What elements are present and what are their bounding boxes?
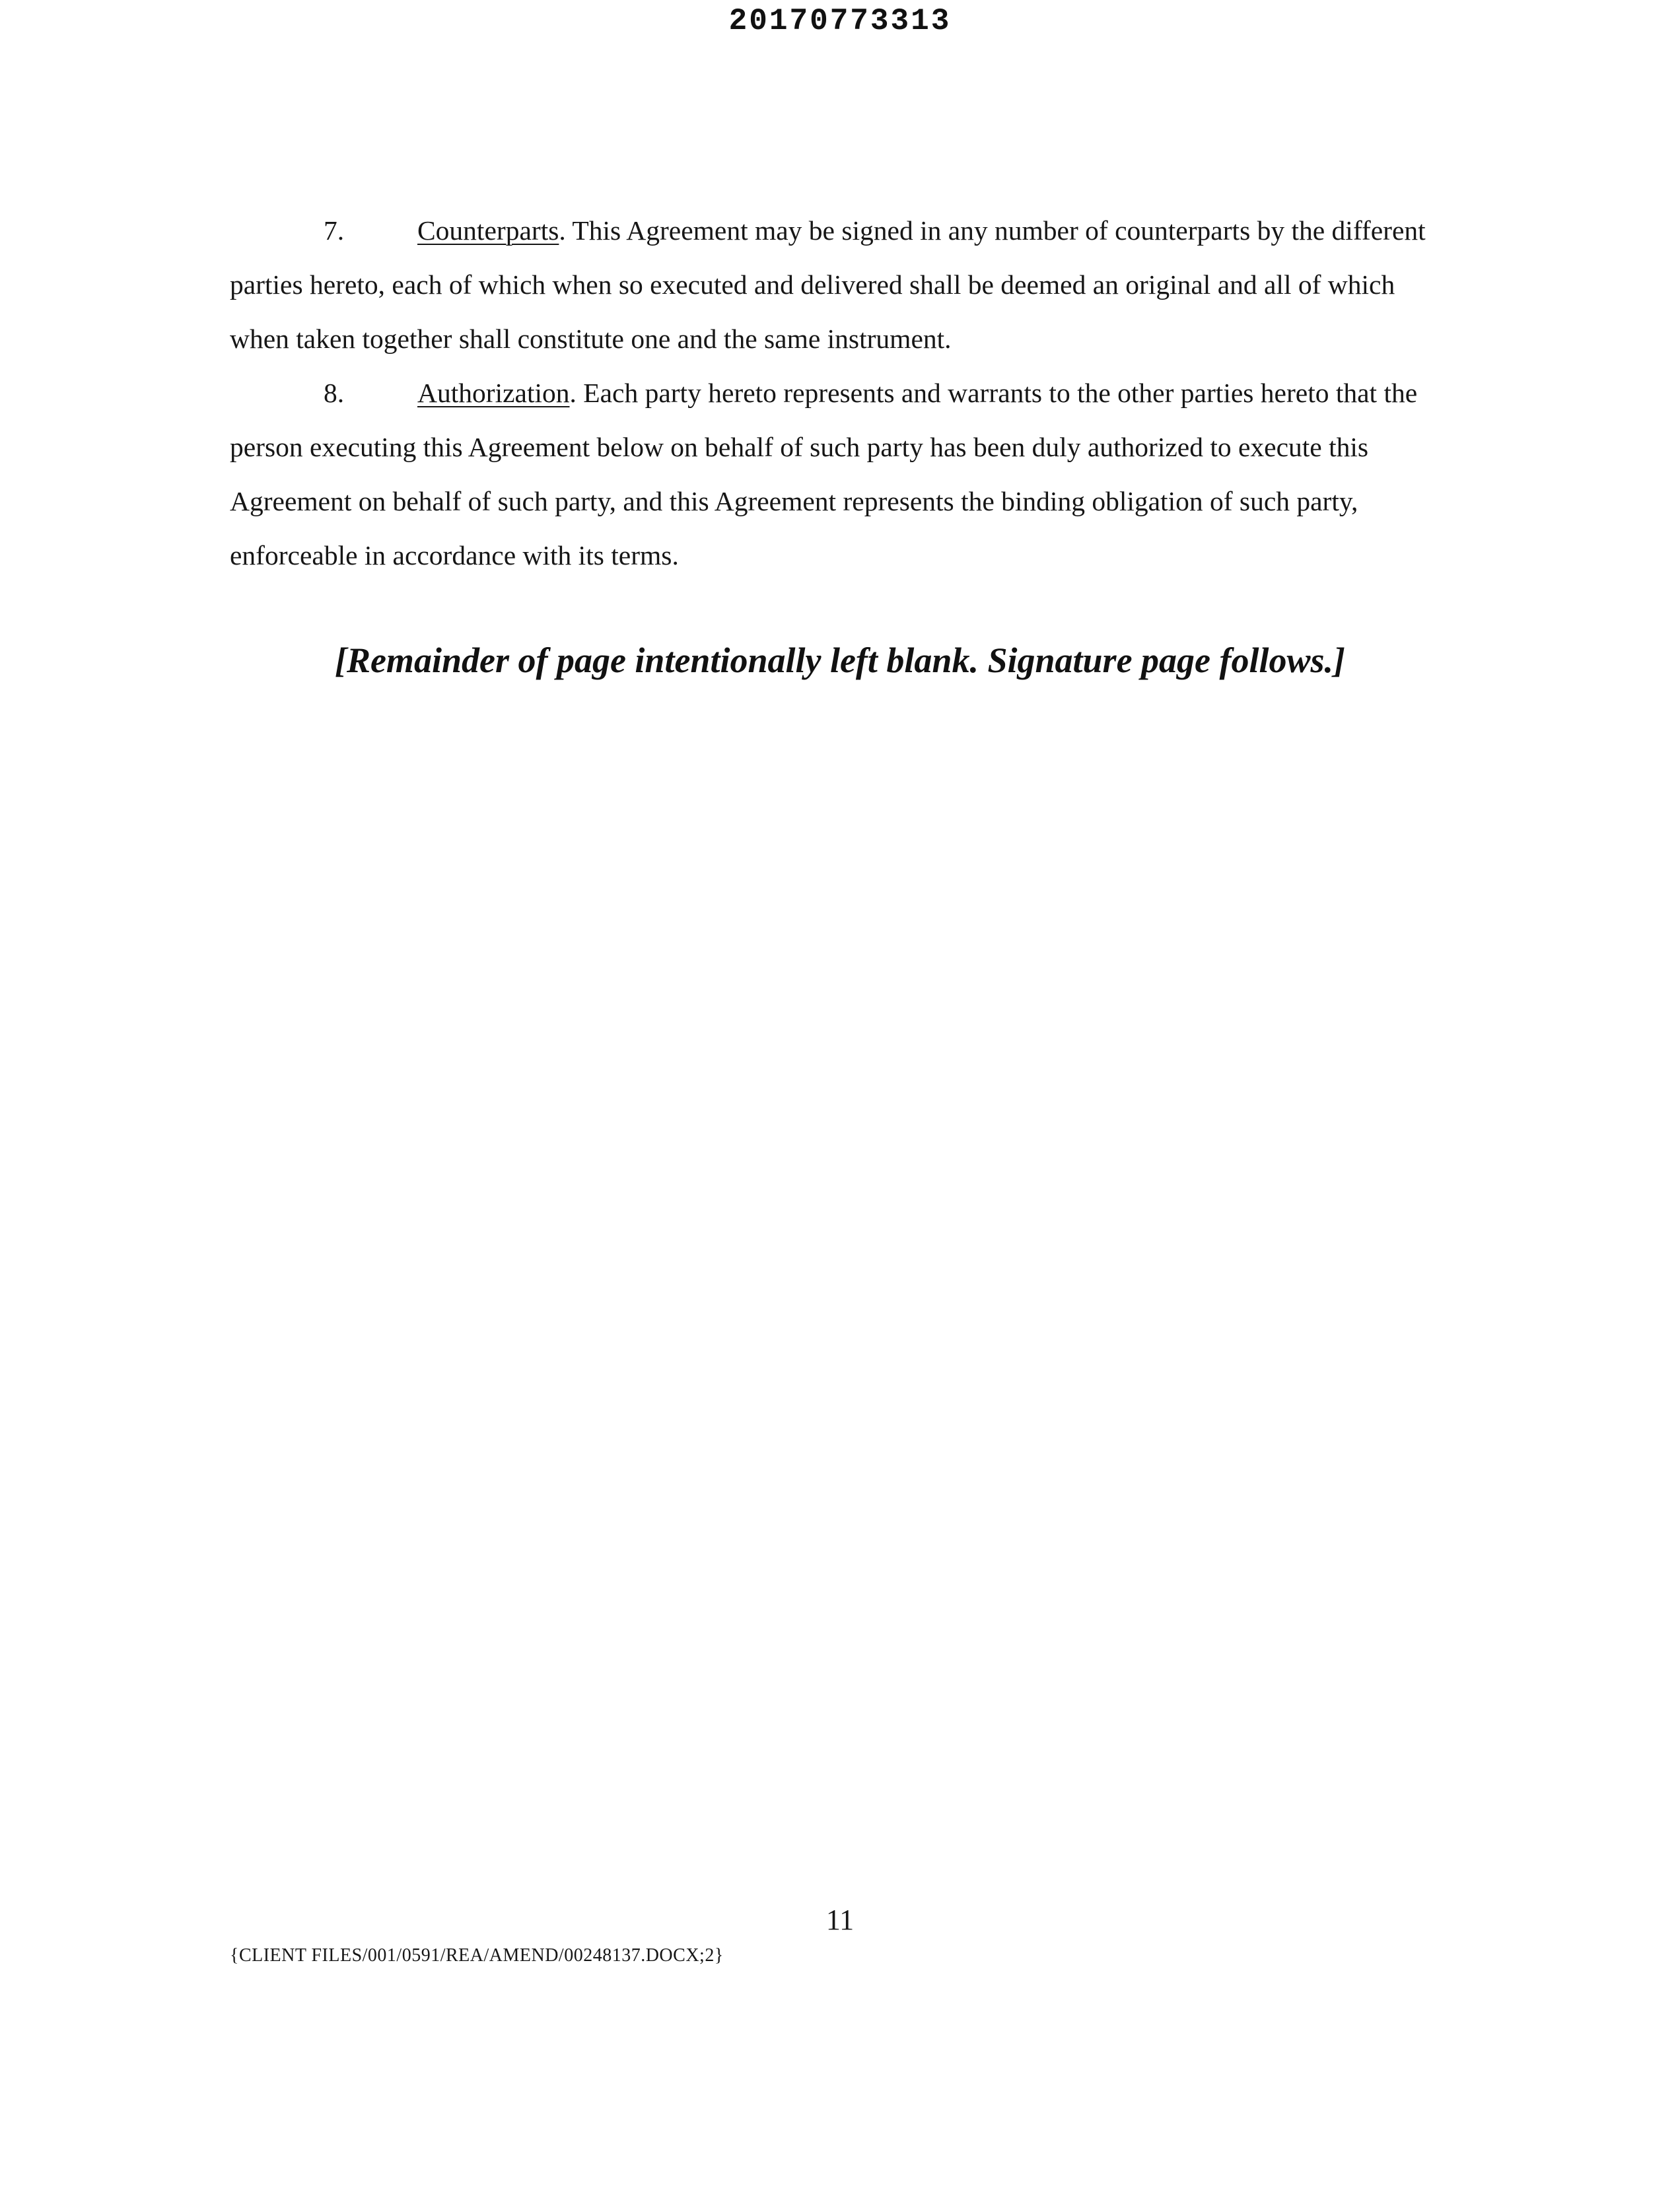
document-number: 20170773313 xyxy=(728,4,952,38)
paragraph-text: Each party hereto represents and warrants to the other parties hereto that the person executing this Agreement below on behalf of such party has been duly authorized to execute this Agreement on behalf of such party, and this Agreement represents the binding obligation of such party, enforceable in accordance with its terms. xyxy=(230,378,1418,570)
blank-page-note: [Remainder of page intentionally left blank. Signature page follows.] xyxy=(334,640,1346,680)
agreement-body xyxy=(230,203,1438,582)
page-number: 11 xyxy=(825,1904,855,1936)
paragraph-heading: Authorization xyxy=(417,378,570,408)
file-reference: {CLIENT FILES/001/0591/REA/AMEND/00248137.DOCX;2} xyxy=(230,1945,724,1966)
heading-punctuation: . xyxy=(569,378,577,408)
paragraph-counterparts xyxy=(230,203,1438,366)
paragraph-number: 8. xyxy=(324,378,345,408)
paragraph-heading: Counterparts xyxy=(417,215,559,246)
paragraph-authorization xyxy=(230,366,1438,582)
paragraph-number: 7. xyxy=(324,215,345,246)
heading-punctuation: . xyxy=(559,215,566,246)
paragraph-text: This Agreement may be signed in any number of counterparts by the different parties hereto, each of which when so executed and delivered shall be deemed an original and all of which when taken together shall constitute one and the same instrument. xyxy=(230,215,1426,354)
